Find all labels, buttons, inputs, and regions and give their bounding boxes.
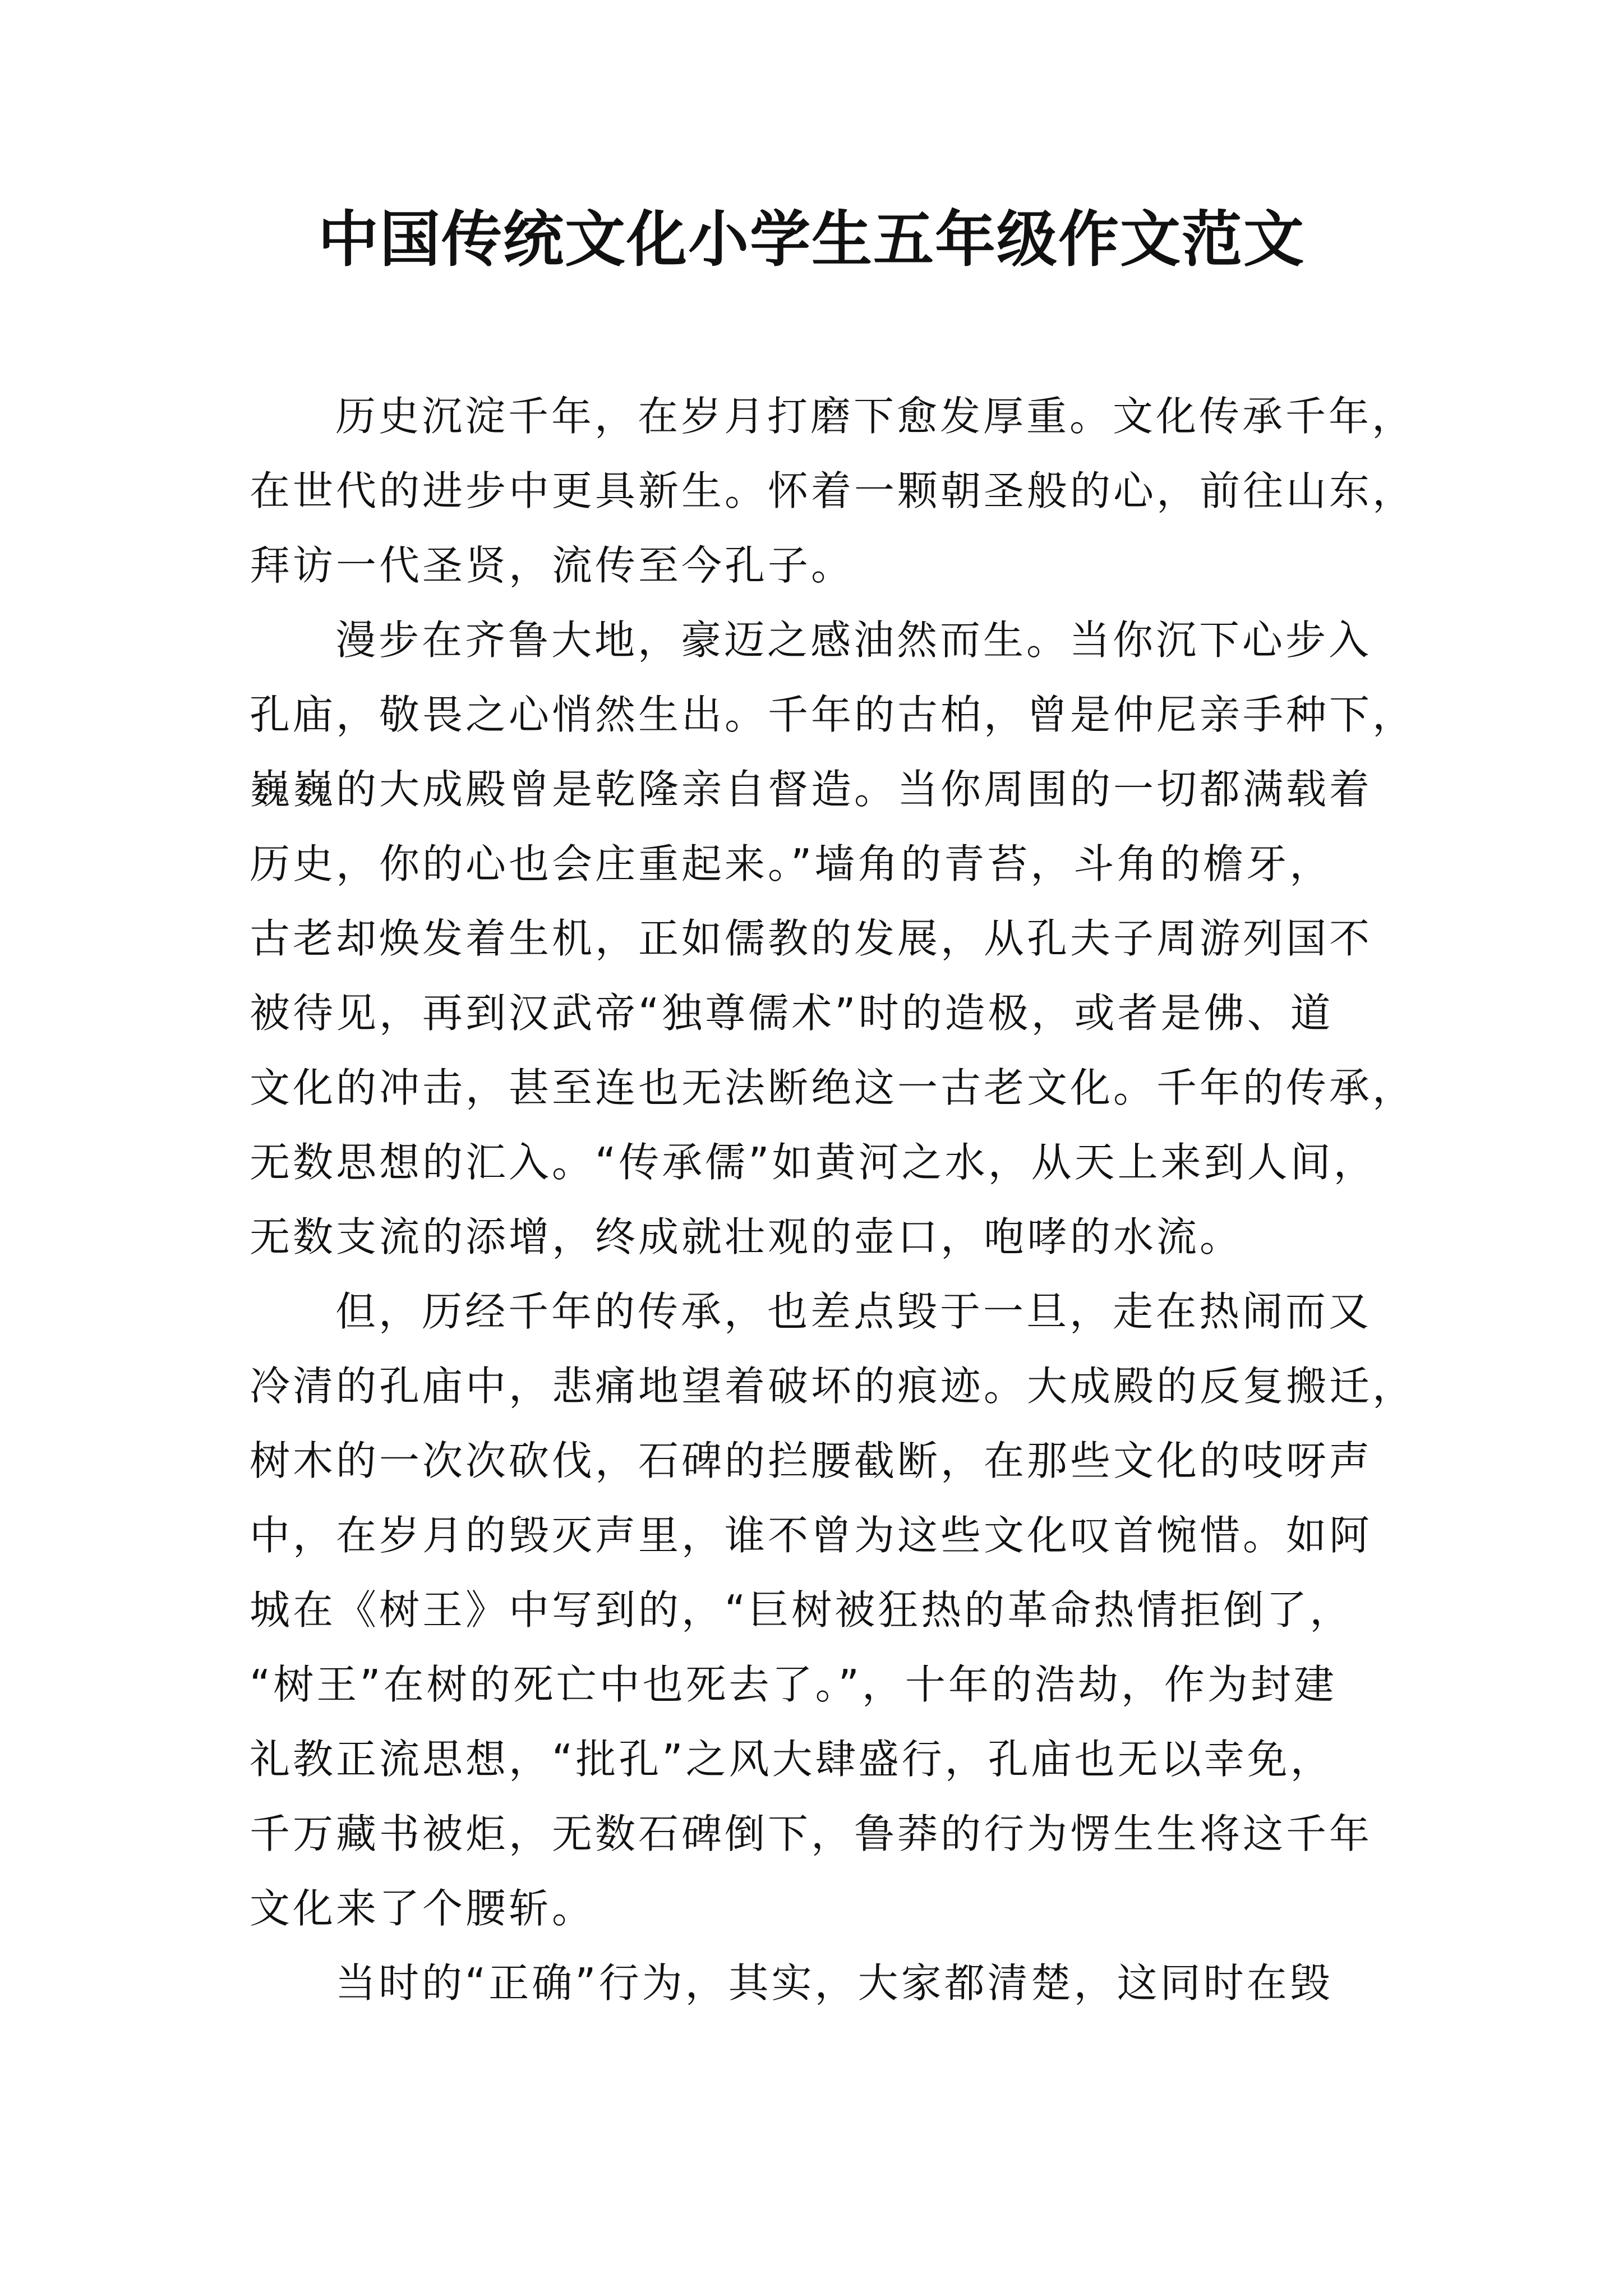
text-line: 历史沉淀千年，在岁月打磨下愈发厚重。文化传承千年， [335,393,1415,440]
text-line: “树王”在树的死亡中也死去了。”，十年的浩劫，作为封建 [250,1661,1337,1708]
text-line: 无数思想的汇入。“传承儒”如黄河之水，从天上来到人间， [250,1139,1377,1186]
text-line: 被待见，再到汉武帝“独尊儒术”时的造极，或者是佛、道 [250,990,1334,1037]
text-line: 漫步在齐鲁大地，豪迈之感油然而生。当你沉下心步入 [335,616,1372,664]
text-line: 文化的冲击，甚至连也无法断绝这一古老文化。千年的传承， [250,1064,1416,1111]
text-line: 历史，你的心也会庄重起来。”墙角的青苔，斗角的檐牙， [250,840,1333,887]
text-line: 巍巍的大成殿曾是乾隆亲自督造。当你周围的一切都满载着 [250,766,1373,813]
text-line: 城在《树王》中写到的，“巨树被狂热的革命热情拒倒了， [250,1586,1353,1634]
text-line: 古老却焕发着生机，正如儒教的发展，从孔夫子周游列国不 [250,915,1373,962]
text-line: 树木的一次次砍伐，石碑的拦腰截断，在那些文化的吱呀声 [250,1437,1373,1484]
text-line: 礼教正流思想，“批孔”之风大肆盛行，孔庙也无以幸免， [250,1736,1334,1783]
text-line: 在世代的进步中更具新生。怀着一颗朝圣般的心，前往山东， [250,467,1416,514]
text-line: 千万藏书被炬，无数石碑倒下，鲁莽的行为愣生生将这千年 [250,1810,1373,1857]
text-line: 无数支流的添增，终成就壮观的壶口，咆哮的水流。 [250,1213,1243,1260]
text-line: 冷清的孔庙中，悲痛地望着破坏的痕迹。大成殿的反复搬迁， [250,1363,1416,1410]
text-line: 拜访一代圣贤，流传至今孔子。 [250,542,855,589]
text-line: 但，历经千年的传承，也差点毁于一旦，走在热闹而又 [335,1288,1372,1335]
document-title: 中国传统文化小学生五年级作文范文 [317,204,1305,275]
text-line: 中，在岁月的毁灭声里，谁不曾为这些文化叹首惋惜。如阿 [250,1512,1373,1559]
text-line: 孔庙，敬畏之心悄然生出。千年的古柏，曾是仲尼亲手种下， [250,691,1416,738]
text-line: 当时的“正确”行为，其实，大家都清楚，这同时在毁 [335,1959,1333,2007]
text-line: 文化来了个腰斩。 [250,1885,596,1932]
